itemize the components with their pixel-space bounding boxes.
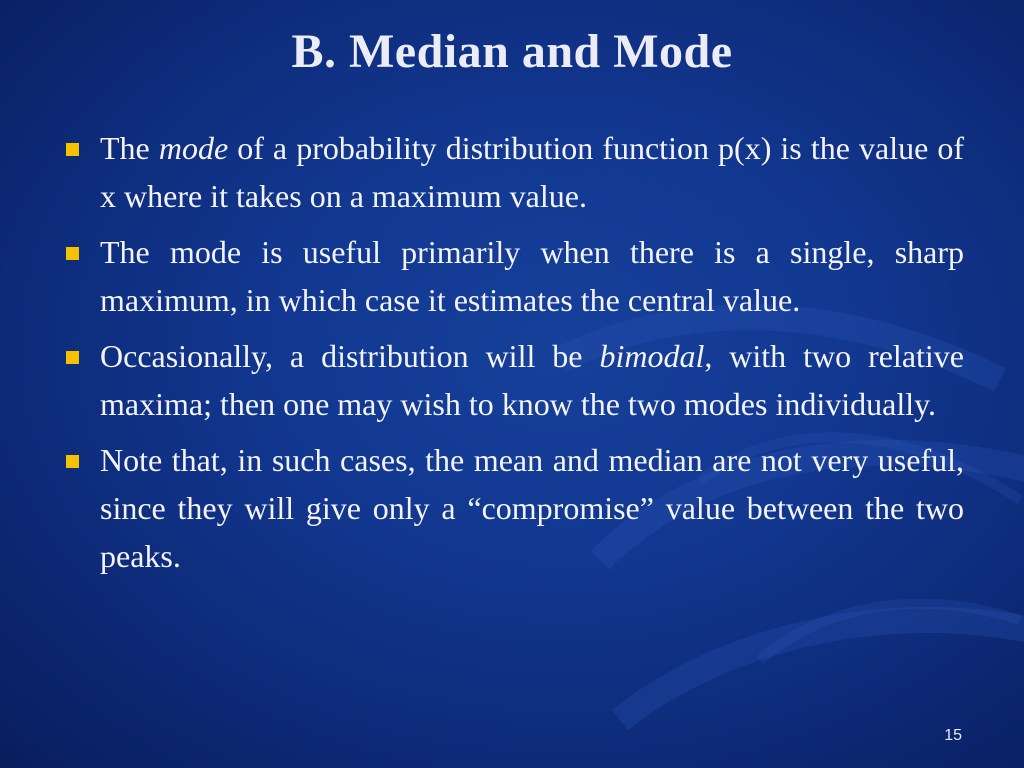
slide-title: B. Median and Mode	[291, 25, 733, 78]
bullet-item-3	[60, 332, 964, 428]
page-number: 15	[944, 727, 962, 744]
bullet-text: The mode is useful primarily when there is a single, sharp maximum, in which case it estimates the central value.	[100, 234, 964, 318]
bullet-text: Note that, in such cases, the mean and median are not very useful, since they will give only a “compromise” value between the two peaks.	[100, 442, 964, 574]
square-bullet-icon	[66, 143, 79, 156]
bullet-item-4	[60, 436, 964, 580]
bullet-item-2	[60, 228, 964, 324]
bullet-emphasis: mode	[158, 130, 229, 166]
bullet-text: The	[100, 130, 159, 166]
bullet-emphasis: bimodal	[599, 338, 705, 374]
square-bullet-icon	[66, 247, 79, 260]
bullet-text: , with two relative maxima; then one may wish to know the two modes individually.	[100, 338, 965, 422]
bullet-item-1	[60, 124, 964, 220]
square-bullet-icon	[66, 351, 79, 364]
bullet-text: of a probability distribution function p(x) is the value of x where it takes on a maximum value.	[100, 130, 965, 214]
bullet-text: Occasionally, a distribution will be	[100, 338, 600, 374]
square-bullet-icon	[66, 455, 79, 468]
bullet-list	[60, 124, 964, 588]
